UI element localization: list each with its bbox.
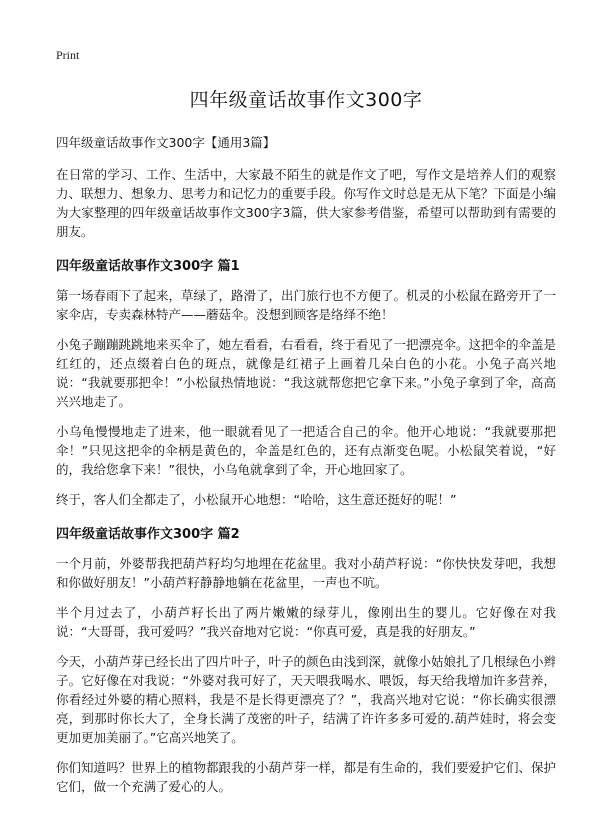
section-1-paragraph: 小兔子蹦蹦跳跳地来买伞了，她左看看，右看看，终于看见了一把漂亮伞。这把伞的伞盖是红红的，还点缀着白色的斑点，就像是红裙子上画着几朵白色的小花。小兔子高兴地说：“我就要那把伞！”小松鼠热情地说：“我这就帮您把它拿下来。”小兔子拿到了伞，高高兴兴地走了。	[56, 337, 557, 409]
section-heading-1: 四年级童话故事作文300字 篇1	[56, 259, 240, 274]
section-2-paragraph: 一个月前，外婆帮我把葫芦籽均匀地埋在花盆里。我对小葫芦籽说：“你快快发芽吧，我想和你做好朋友！”小葫芦籽静静地躺在花盆里，一声也不吭。	[56, 556, 556, 590]
page-title: 四年级童话故事作文300字	[189, 89, 423, 111]
intro-paragraph: 在日常的学习、工作、生活中，大家最不陌生的就是作文了吧，写作文是培养人们的观察力、联想力、想象力、思考力和记忆力的重要手段。你写作文时总是无从下笔？下面是小编为大家整理的四年级童话故事作文300字3篇，供大家参考借鉴，希望可以帮助到有需要的朋友。	[56, 167, 557, 239]
section-1-paragraph: 终于，客人们全都走了，小松鼠开心地想：“哈哈，这生意还挺好的呢！”	[56, 492, 457, 507]
section-1-paragraph: 第一场春雨下了起来，草绿了，路滑了，出门旅行也不方便了。机灵的小松鼠在路旁开了一家伞店，专卖森林特产——蘑菇伞。没想到顾客是络绎不绝！	[56, 288, 557, 322]
section-1-paragraph: 小乌龟慢慢地走了进来，他一眼就看见了一把适合自己的伞。他开心地说：“我就要那把伞！”只见这把伞的伞柄是黄色的，伞盖是红色的，还有点渐变色呢。小松鼠笑着说，“好的，我给您拿下来！”很快，小乌龟就拿到了伞，开心地回家了。	[56, 424, 556, 477]
print-link[interactable]: Print	[56, 48, 80, 62]
section-heading-2: 四年级童话故事作文300字 篇2	[56, 527, 240, 542]
section-2-paragraph: 你们知道吗？世界上的植物都跟我的小葫芦芽一样，都是有生命的，我们要爱护它们、保护它们，做一个充满了爱心的人。	[56, 760, 557, 794]
section-2-paragraph: 今天，小葫芦芽已经长出了四片叶子，叶子的颜色由浅到深，就像小姑娘扎了几根绿色小辫子。它好像在对我说：“外婆对我可好了，天天喂我喝水、喂饭，每天给我增加许多营养，你看经过外婆的精心照料，我是不是长得更漂亮了？”，我高兴地对它说：“你长确实很漂亮，到那时你长大了，全身长满了茂密的叶子，结满了许许多多可爱的.葫芦娃时，将会变更加更加美丽了。”它高兴地笑了。	[56, 654, 557, 745]
document-subtitle: 四年级童话故事作文300字【通用3篇】	[56, 135, 276, 150]
section-2-paragraph: 半个月过去了，小葫芦籽长出了两片嫩嫩的绿芽儿，像刚出生的婴儿。它好像在对我说：“大哥哥，我可爱吗？”我兴奋地对它说：“你真可爱，真是我的好朋友。”	[56, 605, 556, 639]
